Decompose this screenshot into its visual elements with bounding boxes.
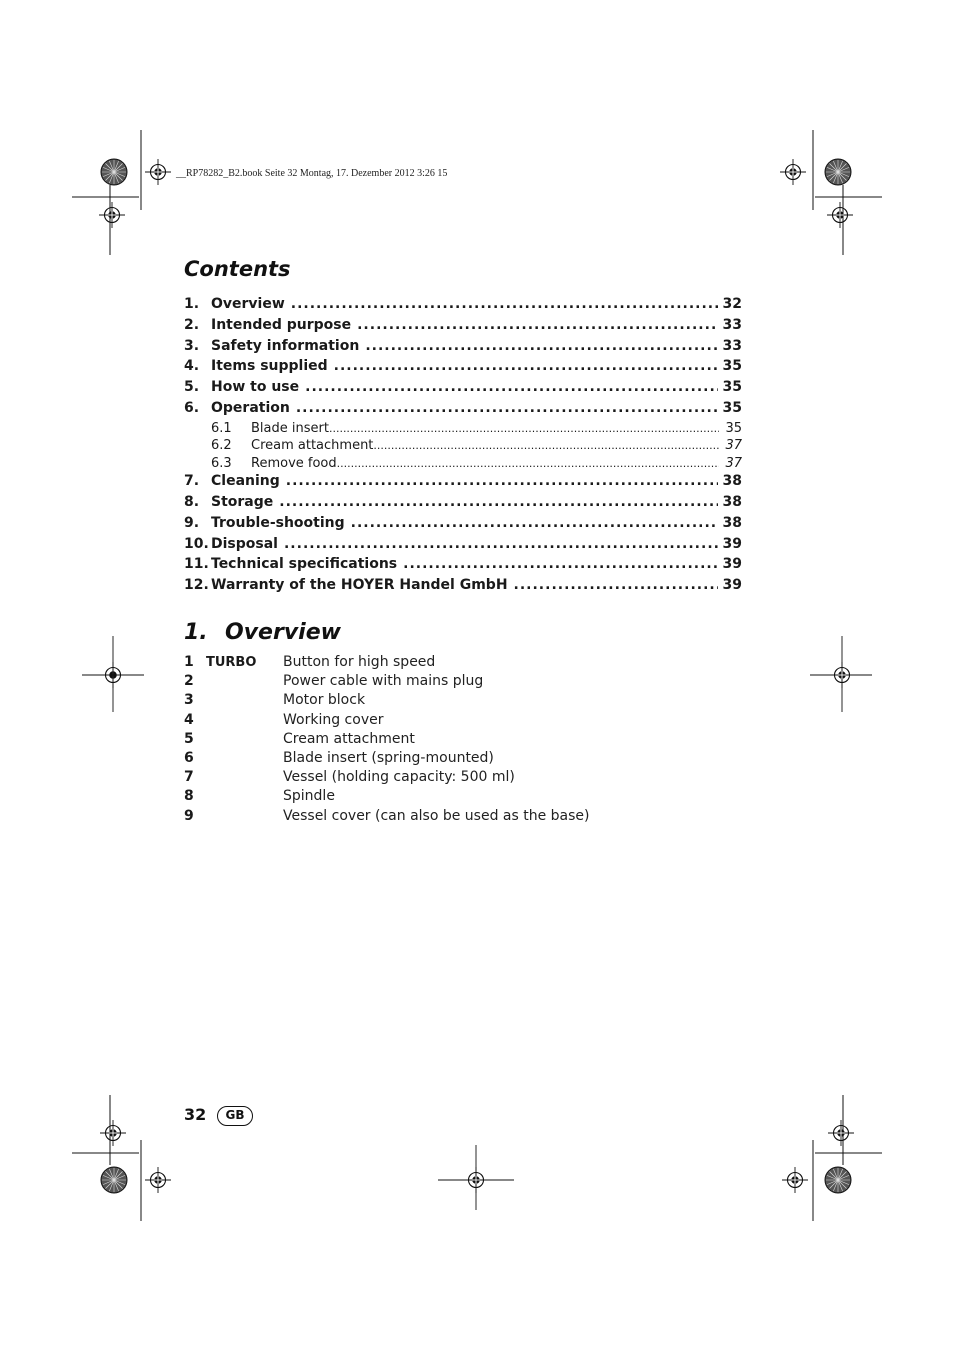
toc-dot-leader [279, 494, 717, 510]
toc-entry-operation[interactable] [184, 400, 742, 421]
part-number: 3 [184, 692, 194, 709]
language-badge: GB [217, 1106, 253, 1126]
part-description: Motor block [283, 692, 366, 709]
toc-dot-leader [286, 473, 718, 489]
toc-entry-title: Operation [211, 399, 290, 416]
toc-entry-page: 38 [722, 494, 742, 511]
toc-entry-number: 1. [184, 296, 200, 312]
part-number: 5 [184, 730, 194, 747]
toc-entry-number: 12. [184, 577, 209, 594]
toc-entry-title: Intended purpose [211, 316, 352, 333]
toc-subentry-page: 37 [725, 438, 742, 454]
part-number: 4 [184, 711, 194, 728]
toc-entry-page: 32 [722, 296, 742, 312]
section-number: 1. [184, 620, 208, 645]
page-number: 32 [184, 1105, 207, 1124]
toc-entry-title: Overview [211, 296, 285, 312]
toc-dot-leader [514, 577, 718, 593]
part-description: Spindle [283, 788, 335, 805]
toc-entry-page: 39 [722, 577, 742, 594]
part-description: Vessel (holding capacity: 500 ml) [283, 769, 515, 786]
overview-parts-list [184, 654, 684, 827]
list-item [184, 654, 684, 673]
toc-entry-title: Safety information [211, 337, 360, 354]
toc-entry-number: 10. [184, 535, 209, 552]
list-item [184, 808, 684, 827]
toc-entry-technical-specifications[interactable] [184, 556, 742, 577]
part-number: 2 [184, 673, 194, 690]
toc-entry-title: Technical specifications [211, 556, 398, 573]
toc-entry-trouble-shooting[interactable] [184, 515, 742, 536]
list-item [184, 673, 684, 692]
toc-subentry-title: Remove food [251, 455, 337, 471]
toc-entry-page: 33 [722, 316, 742, 333]
toc-entry-page: 35 [722, 358, 742, 375]
toc-subentry-title: Blade insert [251, 420, 329, 436]
part-description: Working cover [283, 711, 384, 728]
toc-dot-leader [291, 296, 718, 312]
print-header-line: __RP78282_B2.book Seite 32 Montag, 17. Dezember 2012 3:26 15 [176, 168, 448, 179]
toc-entry-title: Trouble-shooting [211, 514, 345, 531]
toc-entry-title: Warranty of the HOYER Handel GmbH [211, 577, 508, 594]
toc-entry-items-supplied[interactable] [184, 358, 742, 379]
toc-dot-leader [373, 439, 719, 452]
part-description: Power cable with mains plug [283, 673, 484, 690]
toc-dot-leader [365, 338, 717, 354]
toc-subentry-blade-insert[interactable] [184, 421, 742, 439]
toc-dot-leader [334, 358, 718, 374]
toc-subentry-number: 6.3 [211, 455, 232, 471]
list-item [184, 769, 684, 788]
list-item [184, 731, 684, 750]
part-number: 8 [184, 788, 194, 805]
toc-entry-number: 2. [184, 316, 200, 333]
toc-entry-number: 5. [184, 379, 200, 396]
toc-entry-number: 3. [184, 337, 200, 354]
toc-entry-cleaning[interactable] [184, 473, 742, 494]
toc-entry-number: 9. [184, 514, 200, 531]
toc-subentry-number: 6.1 [211, 420, 232, 436]
part-description: Cream attachment [283, 730, 415, 747]
toc-entry-page: 39 [722, 556, 742, 573]
toc-subentry-remove-food[interactable] [184, 456, 742, 474]
toc-entry-number: 7. [184, 473, 200, 490]
section-heading-overview [184, 620, 341, 645]
toc-entry-title: Items supplied [211, 358, 328, 375]
toc-dot-leader [329, 422, 720, 435]
toc-entry-number: 11. [184, 556, 209, 573]
contents-heading: Contents [184, 257, 291, 281]
part-description: Vessel cover (can also be used as the base) [283, 807, 590, 824]
part-name: TURBO [206, 655, 257, 670]
toc-entry-how-to-use[interactable] [184, 379, 742, 400]
toc-entry-page: 38 [722, 473, 742, 490]
toc-entry-title: How to use [211, 379, 300, 396]
part-description: Blade insert (spring-mounted) [283, 749, 494, 766]
toc-entry-page: 35 [722, 399, 742, 416]
table-of-contents [184, 296, 742, 598]
toc-dot-leader [357, 317, 717, 333]
part-description: Button for high speed [283, 654, 436, 670]
part-number: 7 [184, 769, 194, 786]
list-item [184, 788, 684, 807]
list-item [184, 750, 684, 769]
toc-entry-safety-information[interactable] [184, 338, 742, 359]
part-number: 6 [184, 749, 194, 766]
list-item [184, 712, 684, 731]
toc-entry-title: Storage [211, 494, 274, 511]
part-number: 9 [184, 807, 194, 824]
toc-subentry-cream-attachment[interactable] [184, 438, 742, 456]
toc-entry-warranty[interactable] [184, 577, 742, 598]
toc-entry-number: 6. [184, 399, 200, 416]
toc-entry-title: Disposal [211, 535, 278, 552]
toc-dot-leader [351, 515, 718, 531]
list-item [184, 692, 684, 711]
toc-dot-leader [403, 556, 717, 572]
toc-entry-overview[interactable] [184, 296, 742, 317]
toc-entry-page: 38 [722, 514, 742, 531]
toc-dot-leader [284, 536, 718, 552]
toc-entry-number: 4. [184, 358, 200, 375]
section-title: Overview [225, 620, 341, 645]
toc-entry-number: 8. [184, 494, 200, 511]
toc-subentry-page: 37 [725, 455, 742, 471]
toc-entry-page: 33 [722, 337, 742, 354]
toc-subentry-title: Cream attachment [251, 438, 374, 454]
toc-dot-leader [337, 457, 720, 470]
toc-entry-page: 35 [722, 379, 742, 396]
toc-subentry-page: 35 [725, 420, 742, 436]
toc-dot-leader [296, 400, 718, 416]
part-number: 1 [184, 654, 194, 670]
toc-entry-title: Cleaning [211, 473, 280, 490]
toc-entry-storage[interactable] [184, 494, 742, 515]
toc-entry-page: 39 [722, 535, 742, 552]
toc-entry-intended-purpose[interactable] [184, 317, 742, 338]
toc-subentry-number: 6.2 [211, 438, 232, 454]
toc-entry-disposal[interactable] [184, 536, 742, 557]
toc-dot-leader [305, 379, 717, 395]
